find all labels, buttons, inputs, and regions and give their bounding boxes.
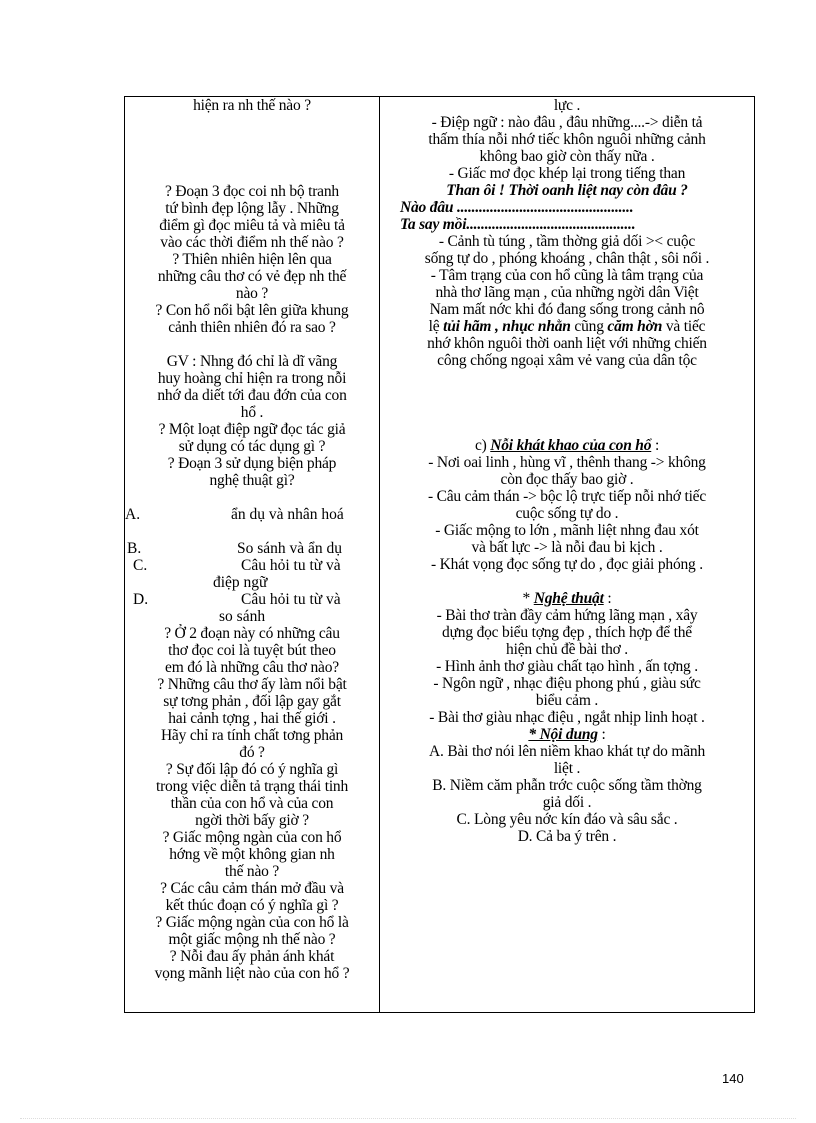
- section-heading-c: [380, 437, 754, 454]
- question-text: cảnh thiên nhiên đó ra sao ?: [168, 319, 336, 336]
- question-text: nghệ thuật gì?: [209, 472, 295, 489]
- question-text: ? Nỗi đau ấy phản ánh khát: [169, 948, 335, 965]
- heading-prefix: *: [522, 590, 534, 607]
- option-letter-a: A.: [125, 506, 141, 523]
- question-text: điểm gì đọc miêu tả và miêu tả: [159, 217, 345, 234]
- question-text: ? Con hổ nổi bật lên giữa khung: [155, 302, 349, 319]
- answer-text: - Bài thơ giàu nhạc điệu , ngắt nhịp linh hoạt .: [429, 709, 705, 726]
- answer-text: Nam mất nớc khi đó đang sống trong cảnh nô: [429, 301, 705, 318]
- question-text: ? Một loạt điệp ngữ đọc tác giả: [158, 421, 346, 438]
- question-text: ? Thiên nhiên hiện lên qua: [172, 251, 332, 268]
- question-text: ? Sự đối lập đó có ý nghĩa gì: [165, 761, 339, 778]
- question-text: nào ?: [235, 285, 269, 302]
- answer-text: - Cảnh tù túng , tầm thờng giả dối >< cuộc: [438, 233, 696, 250]
- answer-text: - Khát vọng đọc sống tự do , đọc giải phóng .: [431, 556, 703, 573]
- answer-text: - Giấc mơ đọc khép lại trong tiếng than: [448, 165, 686, 182]
- question-text: ? Giấc mộng ngàn của con hổ là: [155, 914, 349, 931]
- question-text: thần của con hổ và của con: [170, 795, 334, 812]
- question-text: ? Giấc mộng ngàn của con hổ: [162, 829, 342, 846]
- answer-text: - Bài thơ tràn đầy cảm hứng lãng mạn , xây: [436, 607, 698, 624]
- question-text: sử dụng có tác dụng gì ?: [178, 438, 326, 455]
- answer-text: cuộc sống tự do .: [515, 505, 619, 522]
- question-text: em đó là những câu thơ nào?: [165, 659, 339, 676]
- emphasis-text: căm hờn: [607, 318, 663, 335]
- answer-text: nhà thơ lãng mạn , của những ngời dân Việt: [435, 284, 699, 301]
- option-text-a: ẩn dụ và nhân hoá: [231, 506, 344, 523]
- teacher-note: hổ .: [240, 404, 264, 421]
- answer-option: giả dối .: [542, 794, 592, 811]
- question-text: đó ?: [239, 744, 265, 761]
- question-text: thế nào ?: [224, 863, 280, 880]
- answer-text: thấm thía nỗi nhớ tiếc khôn nguôi những cảnh: [428, 131, 706, 148]
- teacher-note: GV : Nhng đó chỉ là dĩ vãng: [166, 353, 338, 370]
- answer-text: lực .: [553, 97, 581, 114]
- answer-fragment: cũng: [570, 318, 608, 335]
- answer-option: A. Bài thơ nói lên niềm khao khát tự do mãnh: [429, 743, 705, 760]
- answer-text: và bất lực -> là nỗi đau bi kịch .: [471, 539, 663, 556]
- heading-suffix: :: [597, 726, 606, 743]
- answers-column: [379, 96, 755, 1013]
- answer-text: - Hình ảnh thơ giàu chất tạo hình , ấn tợng .: [436, 658, 698, 675]
- heading-title: Nghệ thuật: [533, 590, 604, 607]
- question-text: kết thúc đoạn có ý nghĩa gì ?: [165, 897, 339, 914]
- heading-prefix: c): [474, 437, 491, 454]
- questions-column: [124, 96, 380, 1013]
- question-text: tứ bình đẹp lộng lẫy . Những: [165, 200, 339, 217]
- option-letter-b: B.: [127, 540, 142, 557]
- heading-title: * Nội dung: [528, 726, 598, 743]
- answer-text: - Điệp ngữ : nào đâu , đâu những....-> diễn tả: [431, 114, 703, 131]
- option-letter-d: D.: [133, 591, 149, 608]
- answer-fragment: lệ: [428, 318, 444, 335]
- answer-option: D. Cả ba ý trên .: [517, 828, 617, 845]
- answer-option: liệt .: [553, 760, 581, 777]
- teacher-note: nhớ da diết tới đau đớn của con: [157, 387, 347, 404]
- heading-title: Nỗi khát khao của con hổ: [490, 437, 652, 454]
- answer-fragment: và tiếc: [662, 318, 706, 335]
- answer-text: - Nơi oai linh , hùng vĩ , thênh thang -> không: [428, 454, 706, 471]
- page-edge-divider: [20, 1118, 796, 1119]
- content-heading: [380, 726, 754, 743]
- question-text: hiện ra nh thế nào ?: [193, 97, 311, 114]
- answer-text: biểu cảm .: [535, 692, 599, 709]
- question-text: một giấc mộng nh thế nào ?: [168, 931, 336, 948]
- question-text: ? Đoạn 3 sử dụng biện pháp: [167, 455, 337, 472]
- teacher-note: huy hoàng chỉ hiện ra trong nỗi: [157, 370, 347, 387]
- heading-suffix: :: [651, 437, 660, 454]
- option-text-d: Câu hỏi tu từ và: [241, 591, 341, 608]
- answer-text: - Câu cảm thán -> bộc lộ trực tiếp nỗi nhớ tiếc: [427, 488, 707, 505]
- option-text-c: Câu hỏi tu từ và: [241, 557, 341, 574]
- question-text: ? Ở 2 đoạn này có những câu: [164, 625, 340, 642]
- answer-text: - Tâm trạng của con hổ cũng là tâm trạng của: [430, 267, 704, 284]
- question-text: ? Các câu cảm thán mở đầu và: [160, 880, 344, 897]
- question-text: vào các thời điểm nh thế nào ?: [160, 234, 344, 251]
- answer-text: sống tự do , phóng khoáng , chân thật , sôi nổi .: [424, 250, 710, 267]
- answer-text: - Ngôn ngữ , nhạc điệu phong phú , giàu sức: [433, 675, 701, 692]
- question-text: ? Những câu thơ ấy làm nổi bật: [157, 676, 347, 693]
- answer-text: [380, 318, 754, 335]
- question-text: hai cảnh tợng , hai thế giới .: [168, 710, 336, 727]
- answer-option: B. Niềm căm phẫn trớc cuộc sống tầm thờng: [432, 777, 702, 794]
- quoted-verse: Than ôi ! Thời oanh liệt nay còn đâu ?: [446, 182, 688, 199]
- page-number: 140: [722, 1071, 744, 1086]
- answer-text: nhớ khôn nguôi thời oanh liệt với những chiến: [427, 335, 707, 352]
- answer-text: - Giấc mộng to lớn , mãnh liệt nhng đau xót: [435, 522, 699, 539]
- option-text-d-cont: so sánh: [219, 608, 266, 625]
- option-text-b: So sánh và ẩn dụ: [237, 540, 343, 557]
- answer-text: hiện chủ đề bài thơ .: [506, 641, 628, 658]
- quoted-verse: Ta say mồi..............................................: [400, 216, 636, 233]
- question-text: vọng mãnh liệt nào của con hổ ?: [154, 965, 350, 982]
- question-text: ? Đoạn 3 đọc coi nh bộ tranh: [165, 183, 339, 200]
- heading-suffix: :: [603, 590, 612, 607]
- emphasis-text: tủi hãm , nhục nhằn: [443, 318, 571, 335]
- quoted-verse: Nào đâu ................................................: [400, 199, 634, 216]
- art-heading: [380, 590, 754, 607]
- question-text: sự tơng phản , đối lập gay gắt: [163, 693, 341, 710]
- question-text: Hãy chỉ ra tính chất tơng phản: [160, 727, 344, 744]
- question-text: trong việc diễn tả trạng thái tinh: [155, 778, 349, 795]
- answer-option: C. Lòng yêu nớc kín đáo và sâu sắc .: [456, 811, 678, 828]
- answer-text: còn đọc thấy bao giờ .: [500, 471, 634, 488]
- question-text: thơ đọc coi là tuyệt bút theo: [168, 642, 336, 659]
- option-letter-c: C.: [133, 557, 148, 574]
- option-text-c-cont: điệp ngữ: [213, 574, 268, 591]
- question-text: hớng về một không gian nh: [169, 846, 335, 863]
- question-text: những câu thơ có vẻ đẹp nh thế: [157, 268, 347, 285]
- answer-text: không bao giờ còn thấy nữa .: [479, 148, 655, 165]
- answer-text: công chống ngoại xâm vẻ vang của dân tộc: [437, 352, 697, 369]
- answer-text: dựng đọc biểu tợng đẹp , thích hợp để thể: [442, 624, 692, 641]
- question-text: ngời thời bấy giờ ?: [195, 812, 309, 829]
